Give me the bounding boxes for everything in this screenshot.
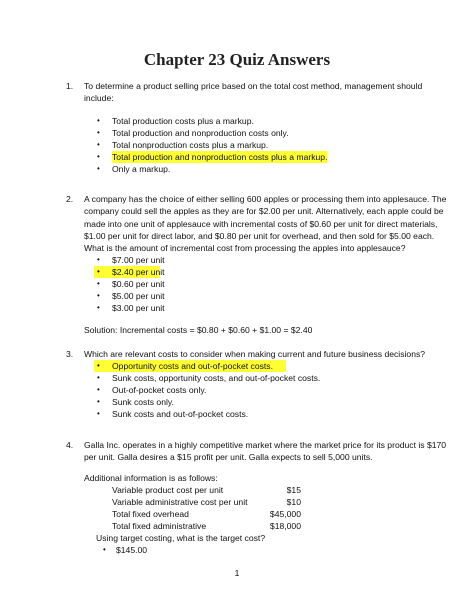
bullet-icon: •	[97, 409, 100, 418]
q4-option: $145.00	[116, 545, 148, 555]
bullet-icon: •	[97, 128, 100, 137]
q3-option: Out-of-pocket costs only.	[112, 385, 207, 395]
bullet-icon: •	[97, 373, 100, 382]
bullet-icon: •	[97, 267, 100, 276]
q3-option: Sunk costs, opportunity costs, and out-of-pocket costs.	[112, 373, 321, 383]
q1-option: Only a markup.	[112, 164, 171, 174]
q3-text	[84, 348, 426, 360]
q2-solution: Solution: Incremental costs = $0.80 + $0.60 + $1.00 = $2.40	[84, 325, 313, 335]
q4-info-label: Variable product cost per unit	[112, 485, 224, 495]
bullet-icon: •	[103, 545, 106, 554]
bullet-icon: •	[97, 279, 100, 288]
q3-line: Which are relevant costs to consider when making current and future business decisions?	[84, 349, 426, 359]
q4-question: Using target costing, what is the target cost?	[96, 533, 266, 543]
q4-info-heading: Additional information is as follows:	[84, 473, 218, 483]
q2-line: company could sell the apples as they are for $2.00 per unit. Alternatively, each apple could be	[84, 206, 444, 217]
q4-info-label: Total fixed overhead	[112, 509, 189, 519]
q4-line: per unit. Galla desires a $15 profit per unit. Galla expects to sell 5,000 units.	[84, 452, 373, 463]
q1-text	[84, 80, 423, 105]
bullet-icon: •	[97, 303, 100, 312]
q3-option: Sunk costs only.	[112, 397, 174, 407]
bullet-icon: •	[97, 385, 100, 394]
bullet-icon: •	[97, 116, 100, 125]
q2-option: $3.00 per unit	[112, 303, 165, 313]
q4-info-label: Total fixed administrative	[112, 521, 207, 531]
bullet-icon: •	[97, 397, 100, 406]
q2-correct-option: $2.40 per unit	[112, 267, 165, 277]
q3-correct-option: Opportunity costs and out-of-pocket costs.	[112, 361, 273, 371]
bullet-icon: •	[97, 140, 100, 149]
q2-line: made into one unit of applesauce with incremental costs of $0.60 per unit for direct materials,	[84, 218, 438, 229]
q2-line: A company has the choice of either selling 600 apples or processing them into applesauce. The	[84, 194, 447, 204]
bullet-icon: •	[97, 152, 100, 161]
bullet-icon: •	[97, 255, 100, 264]
bullet-icon: •	[97, 361, 100, 370]
q4-info-value: $15	[286, 485, 301, 495]
bullet-icon: •	[97, 291, 100, 300]
q4-line: Galla Inc. operates in a highly competitive market where the market price for its product is $170	[84, 440, 447, 450]
q3-option: Sunk costs and out-of-pocket costs.	[112, 409, 249, 419]
q1-option: Total production costs plus a markup.	[112, 116, 254, 126]
q2-line: What is the amount of incremental cost from processing the apples into applesauce?	[84, 243, 406, 254]
q1-option: Total production and nonproduction costs only.	[112, 128, 289, 138]
q4-info-value: $10	[286, 497, 301, 507]
q4-info-value: $18,000	[269, 521, 301, 531]
q2-option: $0.60 per unit	[112, 279, 165, 289]
q2-option: $7.00 per unit	[112, 255, 165, 265]
q2-option: $5.00 per unit	[112, 291, 165, 301]
q2-line: $1.00 per unit for direct labor, and $0.80 per unit for overhead, and then sold for $5.00 each.	[84, 230, 435, 241]
q1-line: To determine a product selling price based on the total cost method, management should	[84, 81, 423, 91]
page-title: Chapter 23 Quiz Answers	[143, 50, 331, 69]
q1-correct-option: Total production and nonproduction costs plus a markup.	[112, 152, 328, 162]
q3-number: 3.	[66, 349, 74, 359]
page-number: 1	[234, 568, 240, 578]
q1-number: 1.	[66, 81, 74, 91]
q1-line: include:	[84, 93, 114, 104]
q1-option: Total nonproduction costs plus a markup.	[112, 140, 269, 150]
q2-number: 2.	[66, 194, 74, 204]
q4-text	[84, 439, 447, 464]
bullet-icon: •	[97, 164, 100, 173]
q4-info-label: Variable administrative cost per unit	[112, 497, 248, 507]
q4-info-value: $45,000	[269, 509, 301, 519]
q2-text	[84, 193, 447, 254]
q4-number: 4.	[66, 440, 74, 450]
